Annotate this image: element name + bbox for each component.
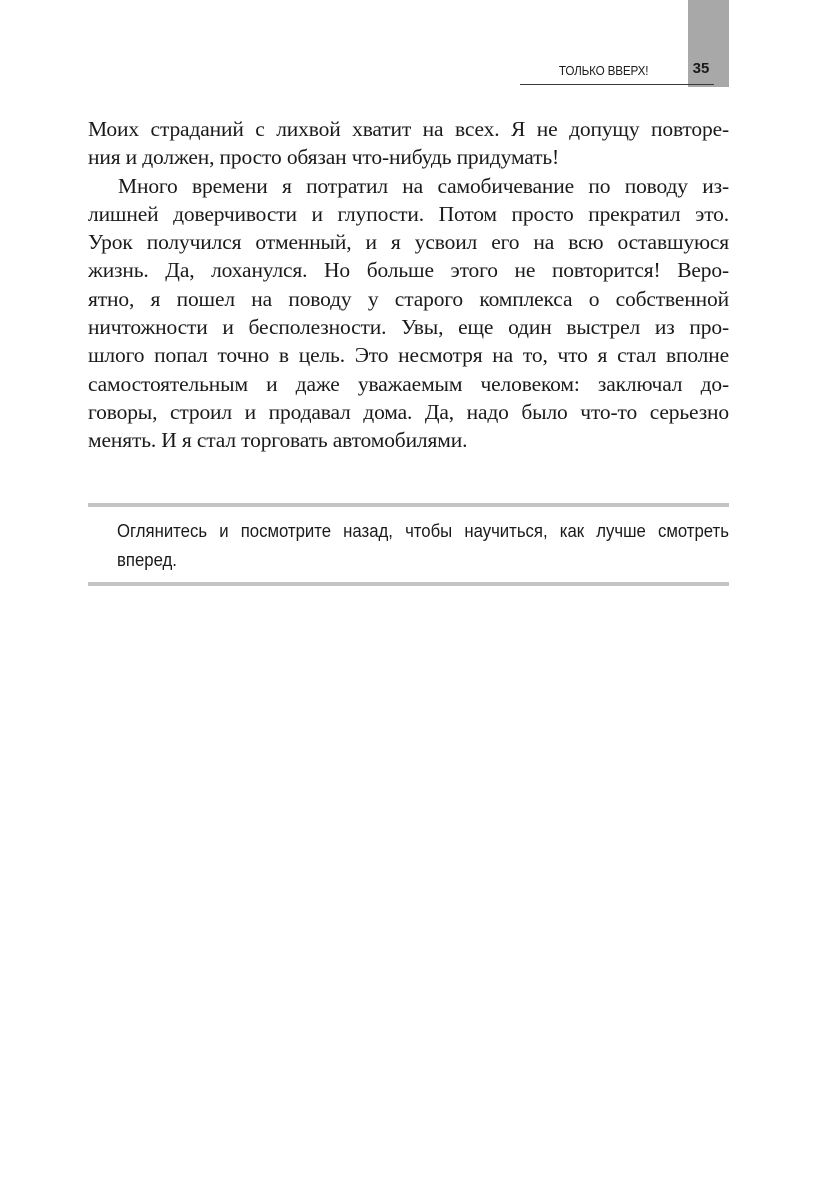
text-line: говоры, строил и продавал дома. Да, надо было что-то серьезно (88, 399, 729, 424)
text-line: самостоятельным и даже уважаемым человеком: заключал до- (88, 371, 729, 396)
text-line: менять. И я стал торговать автомобилями. (88, 428, 468, 453)
text-line: ятно, я пошел на поводу у старого комплекса о собственной (88, 286, 729, 311)
text-line: шлого попал точно в цель. Это несмотря на то, что я стал вполне (88, 343, 729, 368)
callout-line: вперед. (117, 550, 177, 570)
text-line: жизнь. Да, лоханулся. Но больше этого не повторится! Веро- (88, 258, 729, 283)
running-title: ТОЛЬКО ВВЕРХ! (558, 63, 648, 78)
callout-quote (117, 517, 729, 575)
callout-bottom-rule (88, 582, 729, 586)
text-line: Урок получился отменный, и я усвоил его на всю оставшуюся (88, 230, 729, 255)
callout-top-rule (88, 503, 729, 507)
text-line: Моих страданий с лихвой хватит на всех. Я не допущу повторе- (88, 117, 729, 141)
text-line: ния и должен, просто обязан что-нибудь придумать! (88, 145, 560, 170)
text-line: ничтожности и бесполезности. Увы, еще один выстрел из про- (88, 315, 729, 340)
running-header (520, 56, 714, 85)
body-text (88, 115, 729, 455)
text-line: лишней доверчивости и глупости. Потом просто прекратил это. (88, 201, 729, 226)
text-line: Много времени я потратил на самобичевание по поводу из- (118, 173, 729, 198)
page-number: 35 (692, 60, 710, 77)
callout-line: Оглянитесь и посмотрите назад, чтобы научиться, как лучше смотреть (117, 521, 729, 541)
